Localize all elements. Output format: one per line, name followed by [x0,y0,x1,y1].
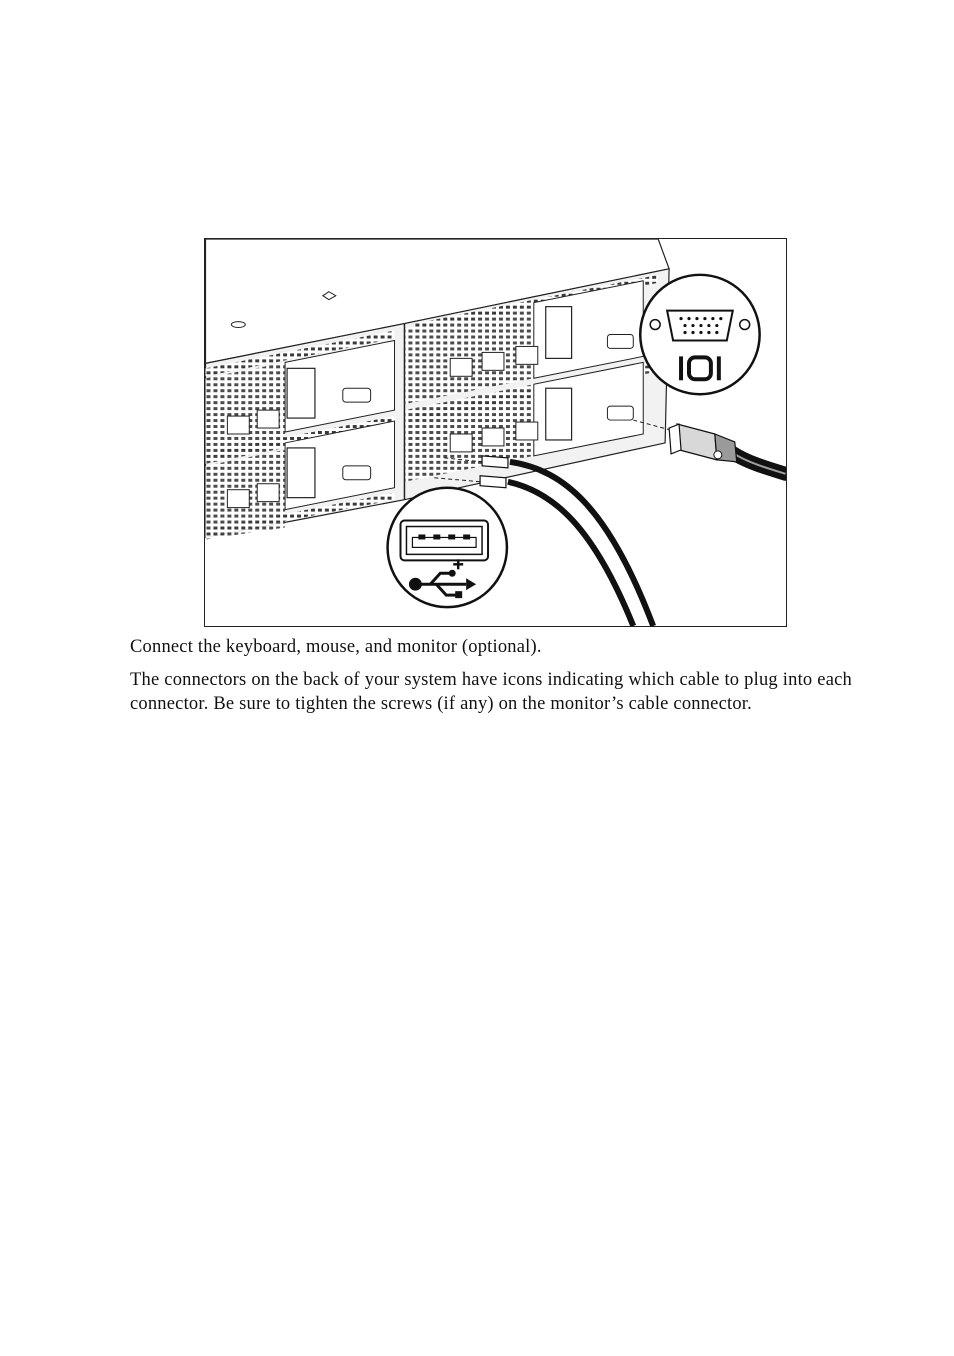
vga-cable [669,424,785,474]
vga-port-callout [640,275,759,394]
instruction-paragraph: The connectors on the back of your system have icons indicating which cable to plug into each connector. Be sure to tighten the screws (if any) on the monitor’s cable connector. [130,670,852,714]
figure-caption: Connect the keyboard, mouse, and monitor (optional). [130,637,542,657]
server-rear-panel-drawing [205,239,786,626]
usb-port-icon [400,521,488,561]
server-connection-illustration [204,238,787,627]
usb-port-callout [388,488,507,607]
